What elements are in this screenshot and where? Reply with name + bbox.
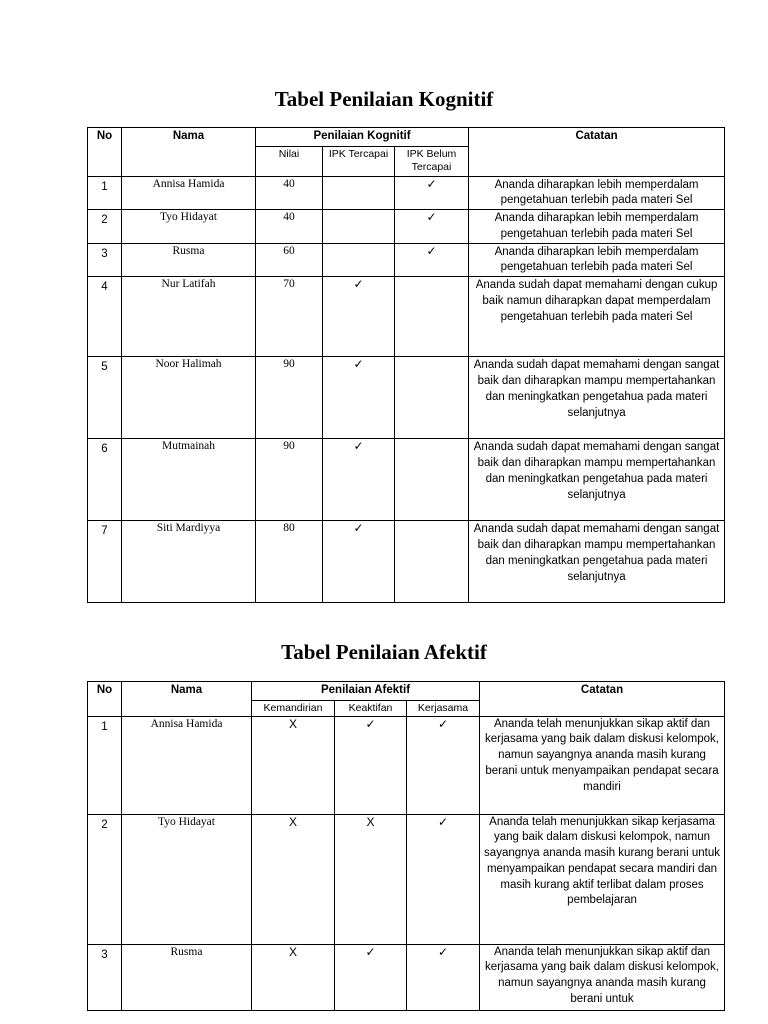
row-catatan: Ananda sudah dapat memahami dengan cukup baik namun diharapkan dapat memperdalam pengetahuan terlebih pada materi Sel <box>469 277 725 357</box>
row-no: 1 <box>88 716 122 814</box>
row-no: 3 <box>88 243 122 277</box>
row-keaktifan: ✓ <box>335 944 407 1010</box>
header-penilaian-afektif: Penilaian Afektif <box>252 682 480 701</box>
row-catatan: Ananda sudah dapat memahami dengan sangat baik dan diharapkan mampu mempertahankan dan meningkatkan pengetahua pada materi selanjutnya <box>469 357 725 439</box>
row-catatan: Ananda diharapkan lebih memperdalam pengetahuan terlebih pada materi Sel <box>469 243 725 277</box>
row-nama: Annisa Hamida <box>122 716 252 814</box>
row-no: 2 <box>88 210 122 244</box>
table-row <box>88 814 725 944</box>
row-ipk-tercapai: ✓ <box>323 521 395 603</box>
row-catatan: Ananda telah menunjukkan sikap aktif dan kerjasama yang baik dalam diskusi kelompok, namun sayangnya ananda masih kurang berani untuk menyampaikan pendapat secara mandiri <box>480 716 725 814</box>
table-row <box>88 357 725 439</box>
header-penilaian-kognitif: Penilaian Kognitif <box>256 128 469 147</box>
row-no: 5 <box>88 357 122 439</box>
row-no: 3 <box>88 944 122 1010</box>
row-nama: Tyo Hidayat <box>122 814 252 944</box>
table-row <box>88 716 725 814</box>
row-nilai: 40 <box>256 176 323 210</box>
row-ipk-tercapai: ✓ <box>323 357 395 439</box>
row-no: 2 <box>88 814 122 944</box>
row-ipk-belum-tercapai: ✓ <box>395 243 469 277</box>
table-row <box>88 521 725 603</box>
header-catatan: Catatan <box>480 682 725 717</box>
row-nilai: 90 <box>256 357 323 439</box>
header-kerjasama: Kerjasama <box>407 700 480 716</box>
row-nilai: 90 <box>256 439 323 521</box>
row-nama: Nur Latifah <box>122 277 256 357</box>
row-ipk-belum-tercapai <box>395 521 469 603</box>
row-kerjasama: ✓ <box>407 944 480 1010</box>
row-kemandirian: X <box>252 814 335 944</box>
table-row <box>88 176 725 210</box>
row-kerjasama: ✓ <box>407 716 480 814</box>
row-nilai: 60 <box>256 243 323 277</box>
row-catatan: Ananda telah menunjukkan sikap aktif dan kerjasama yang baik dalam diskusi kelompok, namun sayangnya ananda masih kurang berani untuk <box>480 944 725 1010</box>
row-ipk-tercapai: ✓ <box>323 277 395 357</box>
header-keaktifan: Keaktifan <box>335 700 407 716</box>
row-nilai: 40 <box>256 210 323 244</box>
row-keaktifan: X <box>335 814 407 944</box>
row-no: 4 <box>88 277 122 357</box>
kognitif-table <box>87 127 725 603</box>
row-ipk-belum-tercapai <box>395 357 469 439</box>
header-nilai: Nilai <box>256 146 323 176</box>
row-kerjasama: ✓ <box>407 814 480 944</box>
row-nama: Mutmainah <box>122 439 256 521</box>
row-catatan: Ananda sudah dapat memahami dengan sangat baik dan diharapkan mampu mempertahankan dan meningkatkan pengetahua pada materi selanjutnya <box>469 521 725 603</box>
header-no: No <box>88 682 122 717</box>
row-nama: Rusma <box>122 944 252 1010</box>
row-ipk-tercapai <box>323 210 395 244</box>
header-nama: Nama <box>122 128 256 177</box>
row-ipk-tercapai <box>323 243 395 277</box>
row-catatan: Ananda diharapkan lebih memperdalam pengetahuan terlebih pada materi Sel <box>469 210 725 244</box>
row-nama: Annisa Hamida <box>122 176 256 210</box>
row-ipk-belum-tercapai: ✓ <box>395 176 469 210</box>
row-catatan: Ananda telah menunjukkan sikap kerjasama yang baik dalam diskusi kelompok, namun sayangnya ananda masih kurang berani untuk menyampaikan pendapat secara mandiri dan masih kurang aktif terlibat dalam proses pembelajaran <box>480 814 725 944</box>
row-ipk-belum-tercapai <box>395 277 469 357</box>
afektif-title: Tabel Penilaian Afektif <box>281 640 487 664</box>
table-row <box>88 210 725 244</box>
row-no: 1 <box>88 176 122 210</box>
header-kemandirian: Kemandirian <box>252 700 335 716</box>
row-no: 6 <box>88 439 122 521</box>
afektif-table <box>87 681 725 1011</box>
header-no: No <box>88 128 122 177</box>
row-ipk-belum-tercapai: ✓ <box>395 210 469 244</box>
row-nama: Rusma <box>122 243 256 277</box>
table-row <box>88 277 725 357</box>
row-ipk-tercapai: ✓ <box>323 439 395 521</box>
row-keaktifan: ✓ <box>335 716 407 814</box>
kognitif-title: Tabel Penilaian Kognitif <box>274 87 494 111</box>
row-nama: Noor Halimah <box>122 357 256 439</box>
table-row <box>88 944 725 1010</box>
row-ipk-belum-tercapai <box>395 439 469 521</box>
row-catatan: Ananda diharapkan lebih memperdalam pengetahuan terlebih pada materi Sel <box>469 176 725 210</box>
table-row <box>88 243 725 277</box>
row-catatan: Ananda sudah dapat memahami dengan sangat baik dan diharapkan mampu mempertahankan dan meningkatkan pengetahua pada materi selanjutnya <box>469 439 725 521</box>
row-kemandirian: X <box>252 944 335 1010</box>
row-kemandirian: X <box>252 716 335 814</box>
table-row <box>88 439 725 521</box>
row-nilai: 70 <box>256 277 323 357</box>
header-ipk-belum-tercapai: IPK Belum Tercapai <box>395 146 469 176</box>
row-nilai: 80 <box>256 521 323 603</box>
row-no: 7 <box>88 521 122 603</box>
header-nama: Nama <box>122 682 252 717</box>
header-ipk-tercapai: IPK Tercapai <box>323 146 395 176</box>
row-nama: Tyo Hidayat <box>122 210 256 244</box>
header-catatan: Catatan <box>469 128 725 177</box>
row-nama: Siti Mardiyya <box>122 521 256 603</box>
row-ipk-tercapai <box>323 176 395 210</box>
